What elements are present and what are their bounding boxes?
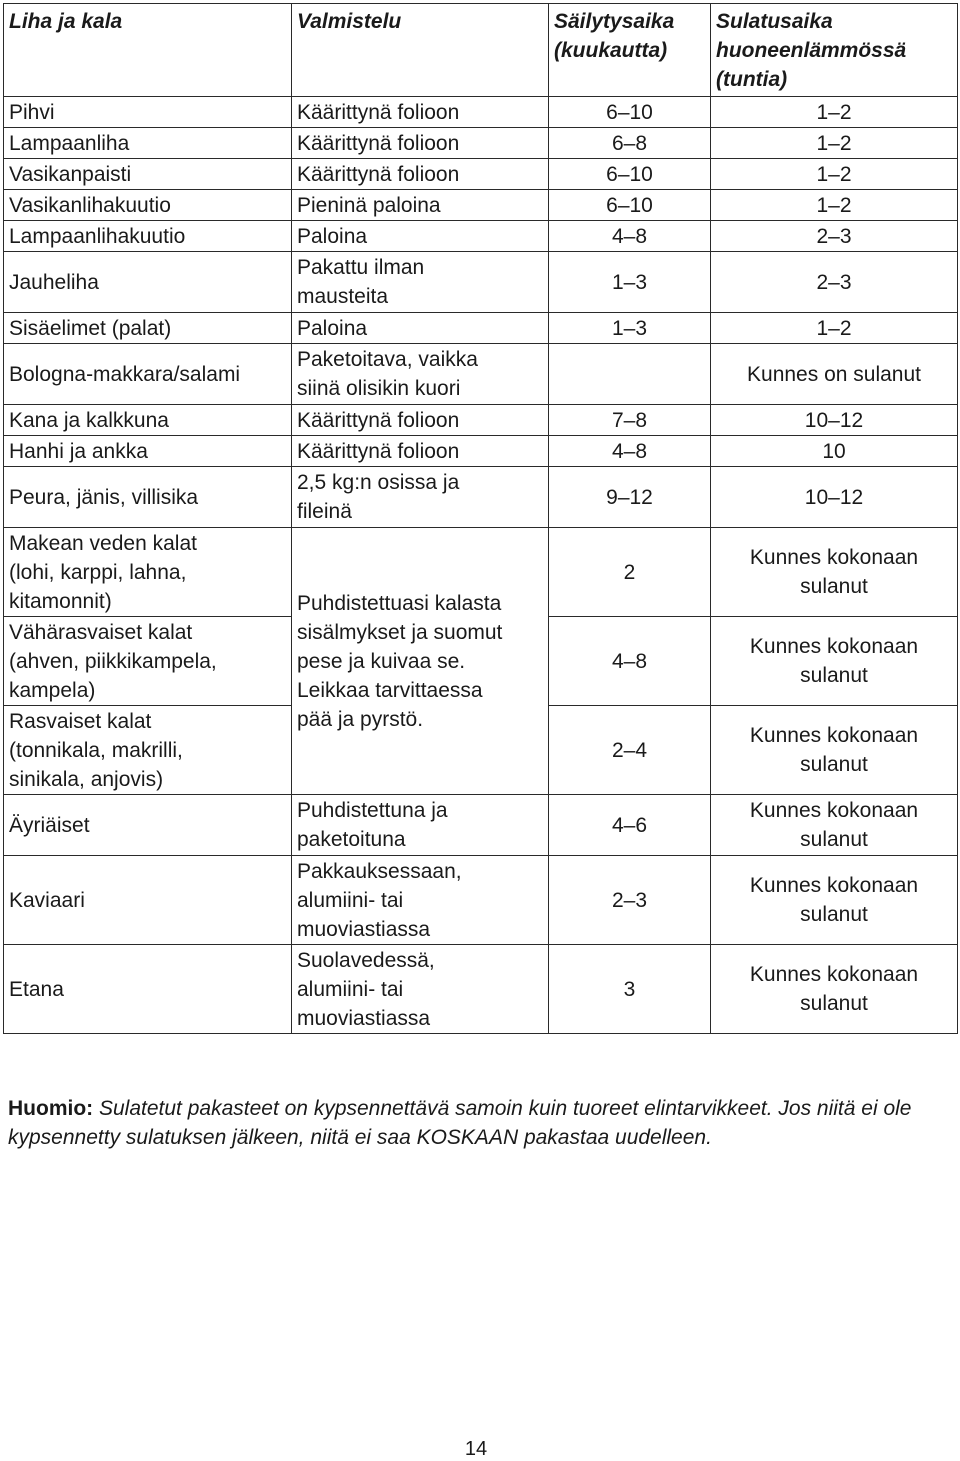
cell-prep: Suolavedessä, alumiini- tai muoviastiassa: [292, 945, 549, 1034]
cell-thaw: Kunnes on sulanut: [711, 344, 958, 405]
table-row: [4, 405, 958, 436]
cell-thaw: Kunnes kokonaan sulanut: [711, 856, 958, 945]
cell-prep: Käärittynä folioon: [292, 436, 549, 467]
header-thaw: Sulatusaika huoneenlämmössä (tuntia): [711, 4, 958, 97]
table-row: [4, 344, 958, 405]
cell-item: Pihvi: [4, 97, 292, 128]
cell-prep: 2,5 kg:n osissa ja fileinä: [292, 467, 549, 528]
cell-prep: Puhdistettuasi kalasta sisälmykset ja suomut pese ja kuivaa se. Leikkaa tarvittaessa pää ja pyrstö.: [292, 528, 549, 795]
cell-prep: Käärittynä folioon: [292, 97, 549, 128]
cell-storage: 4–8: [549, 617, 711, 706]
cell-prep: Paloina: [292, 221, 549, 252]
cell-item: Lampaanlihakuutio: [4, 221, 292, 252]
cell-item: Makean veden kalat (lohi, karppi, lahna, kitamonnit): [4, 528, 292, 617]
freezing-note: [8, 1094, 958, 1152]
cell-prep: Paketoitava, vaikka siinä olisikin kuori: [292, 344, 549, 405]
cell-storage: 4–8: [549, 436, 711, 467]
cell-prep: Paloina: [292, 313, 549, 344]
table-row: [4, 795, 958, 856]
cell-thaw: 10–12: [711, 467, 958, 528]
cell-item: Jauheliha: [4, 252, 292, 313]
table-row: [4, 945, 958, 1034]
table-row: [4, 128, 958, 159]
cell-thaw: Kunnes kokonaan sulanut: [711, 617, 958, 706]
header-item: Liha ja kala: [4, 4, 292, 97]
cell-item: Hanhi ja ankka: [4, 436, 292, 467]
cell-item: Kaviaari: [4, 856, 292, 945]
cell-thaw: 1–2: [711, 159, 958, 190]
cell-thaw: 1–2: [711, 190, 958, 221]
cell-item: Peura, jänis, villisika: [4, 467, 292, 528]
table-row: [4, 528, 958, 617]
table-row: [4, 467, 958, 528]
cell-item: Bologna-makkara/salami: [4, 344, 292, 405]
cell-storage: 1–3: [549, 252, 711, 313]
note-label: Huomio:: [8, 1097, 94, 1120]
cell-prep: Pakattu ilman mausteita: [292, 252, 549, 313]
header-storage: Säilytysaika (kuukautta): [549, 4, 711, 97]
cell-prep: Käärittynä folioon: [292, 128, 549, 159]
cell-storage: 4–6: [549, 795, 711, 856]
cell-storage: 6–10: [549, 97, 711, 128]
cell-thaw: Kunnes kokonaan sulanut: [711, 795, 958, 856]
table-row: [4, 190, 958, 221]
cell-item: Sisäelimet (palat): [4, 313, 292, 344]
cell-thaw: 1–2: [711, 97, 958, 128]
cell-storage: 6–10: [549, 190, 711, 221]
cell-item: Vasikanpaisti: [4, 159, 292, 190]
table-header-row: [4, 4, 958, 97]
cell-storage: 7–8: [549, 405, 711, 436]
cell-prep: Pieninä paloina: [292, 190, 549, 221]
cell-thaw: 1–2: [711, 313, 958, 344]
cell-storage: 3: [549, 945, 711, 1034]
cell-storage: 2–3: [549, 856, 711, 945]
cell-item: Kana ja kalkkuna: [4, 405, 292, 436]
cell-storage: 2–4: [549, 706, 711, 795]
cell-prep: Puhdistettuna ja paketoituna: [292, 795, 549, 856]
cell-storage: 9–12: [549, 467, 711, 528]
cell-storage: 4–8: [549, 221, 711, 252]
cell-thaw: 10: [711, 436, 958, 467]
cell-prep: Pakkauksessaan, alumiini- tai muoviastiassa: [292, 856, 549, 945]
cell-prep: Käärittynä folioon: [292, 159, 549, 190]
cell-prep: Käärittynä folioon: [292, 405, 549, 436]
cell-thaw: 10–12: [711, 405, 958, 436]
cell-thaw: Kunnes kokonaan sulanut: [711, 706, 958, 795]
cell-thaw: Kunnes kokonaan sulanut: [711, 945, 958, 1034]
cell-thaw: Kunnes kokonaan sulanut: [711, 528, 958, 617]
page-number: 14: [464, 1438, 488, 1460]
table-row: [4, 313, 958, 344]
table-row: [4, 97, 958, 128]
cell-storage: 6–8: [549, 128, 711, 159]
cell-storage: 1–3: [549, 313, 711, 344]
cell-item: Äyriäiset: [4, 795, 292, 856]
cell-item: Rasvaiset kalat (tonnikala, makrilli, sinikala, anjovis): [4, 706, 292, 795]
cell-storage: [549, 344, 711, 405]
table-row: [4, 221, 958, 252]
cell-storage: 6–10: [549, 159, 711, 190]
cell-item: Vasikanlihakuutio: [4, 190, 292, 221]
table-row: [4, 252, 958, 313]
header-prep: Valmistelu: [292, 4, 549, 97]
cell-thaw: 1–2: [711, 128, 958, 159]
cell-item: Lampaanliha: [4, 128, 292, 159]
freezing-guide-table: [3, 3, 958, 1034]
note-text: Sulatetut pakasteet on kypsennettävä samoin kuin tuoreet elintarvikkeet. Jos niitä ei ole kypsennetty sulatuksen jälkeen, niitä ei saa KOSKAAN pakastaa uudelleen.: [8, 1097, 912, 1149]
cell-thaw: 2–3: [711, 252, 958, 313]
cell-thaw: 2–3: [711, 221, 958, 252]
cell-storage: 2: [549, 528, 711, 617]
table-row: [4, 159, 958, 190]
cell-item: Etana: [4, 945, 292, 1034]
table-row: [4, 436, 958, 467]
table-row: [4, 856, 958, 945]
cell-item: Vähärasvaiset kalat (ahven, piikkikampela, kampela): [4, 617, 292, 706]
